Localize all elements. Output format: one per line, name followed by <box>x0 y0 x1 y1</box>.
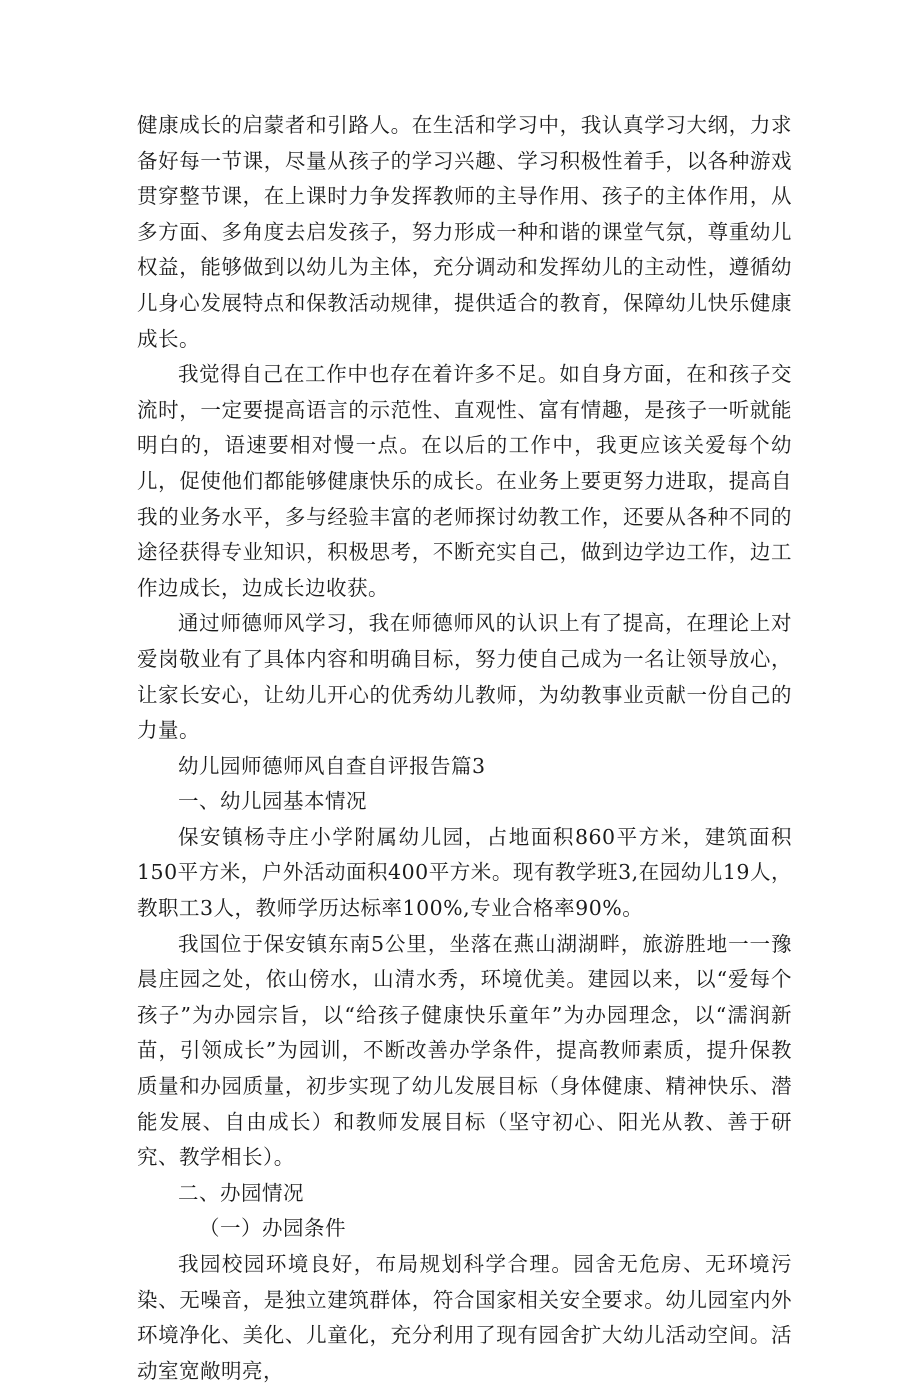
body-paragraph: 我觉得自己在工作中也存在着许多不足。如自身方面，在和孩子交流时，一定要提高语言的示范性、直观性、富有情趣，是孩子一听就能明白的，语速要相对慢一点。在以后的工作中，我更应该关爱每个幼儿，促使他们都能够健康快乐的成长。在业务上要更努力进取，提高自我的业务水平，多与经验丰富的老师探讨幼教工作，还要从各种不同的途径获得专业知识，积极思考，不断充实自己，做到边学边工作，边工作边成长，边成长边收获。 <box>137 362 792 600</box>
subsection-heading: （一）办园条件 <box>199 1216 346 1241</box>
body-paragraph: 通过师德师风学习，我在师德师风的认识上有了提高，在理论上对爱岗敬业有了具体内容和明确目标，努力使自己成为一名让领导放心，让家长安心，让幼儿开心的优秀幼儿教师，为幼教事业贡献一份自己的力量。 <box>137 611 792 743</box>
section-title: 幼儿园师德师风自查自评报告篇3 <box>178 753 486 778</box>
body-paragraph: 我国位于保安镇东南5公里，坐落在燕山湖湖畔，旅游胜地一一豫晨庄园之处，依山傍水，山清水秀，环境优美。建园以来，以“爱每个孩子”为办园宗旨，以“给孩子健康快乐童年”为办园理念，以“濡润新苗，引领成长”为园训，不断改善办学条件，提高教师素质，提升保教质量和办园质量，初步实现了幼儿发展目标（身体健康、精神快乐、潜能发展、自由成长）和教师发展目标（坚守初心、阳光从教、善于研究、教学相长）。 <box>137 931 792 1170</box>
section-heading: 一、幼儿园基本情况 <box>178 789 367 814</box>
section-heading: 二、办园情况 <box>178 1180 304 1205</box>
body-paragraph: 保安镇杨寺庄小学附属幼儿园，占地面积860平方米，建筑面积150平方米，户外活动面积400平方米。现有教学班3,在园幼儿19人，教职工3人，教师学历达标率100%,专业合格率90%。 <box>137 824 792 921</box>
body-paragraph: 我园校园环境良好，布局规划科学合理。园舍无危房、无环境污染、无噪音，是独立建筑群体，符合国家相关安全要求。幼儿园室内外环境净化、美化、儿童化，充分利用了现有园舍扩大幼儿活动空间。活动室宽敞明亮， <box>137 1252 792 1383</box>
body-paragraph: 健康成长的启蒙者和引路人。在生活和学习中，我认真学习大纲，力求备好每一节课，尽量从孩子的学习兴趣、学习积极性着手，以各种游戏贯穿整节课，在上课时力争发挥教师的主导作用、孩子的主体作用，从多方面、多角度去启发孩子，努力形成一种和谐的课堂气氛，尊重幼儿权益，能够做到以幼儿为主体，充分调动和发挥幼儿的主动性，遵循幼儿身心发展特点和保教活动规律，提供适合的教育，保障幼儿快乐健康成长。 <box>137 113 792 351</box>
document-body <box>137 108 792 1389</box>
